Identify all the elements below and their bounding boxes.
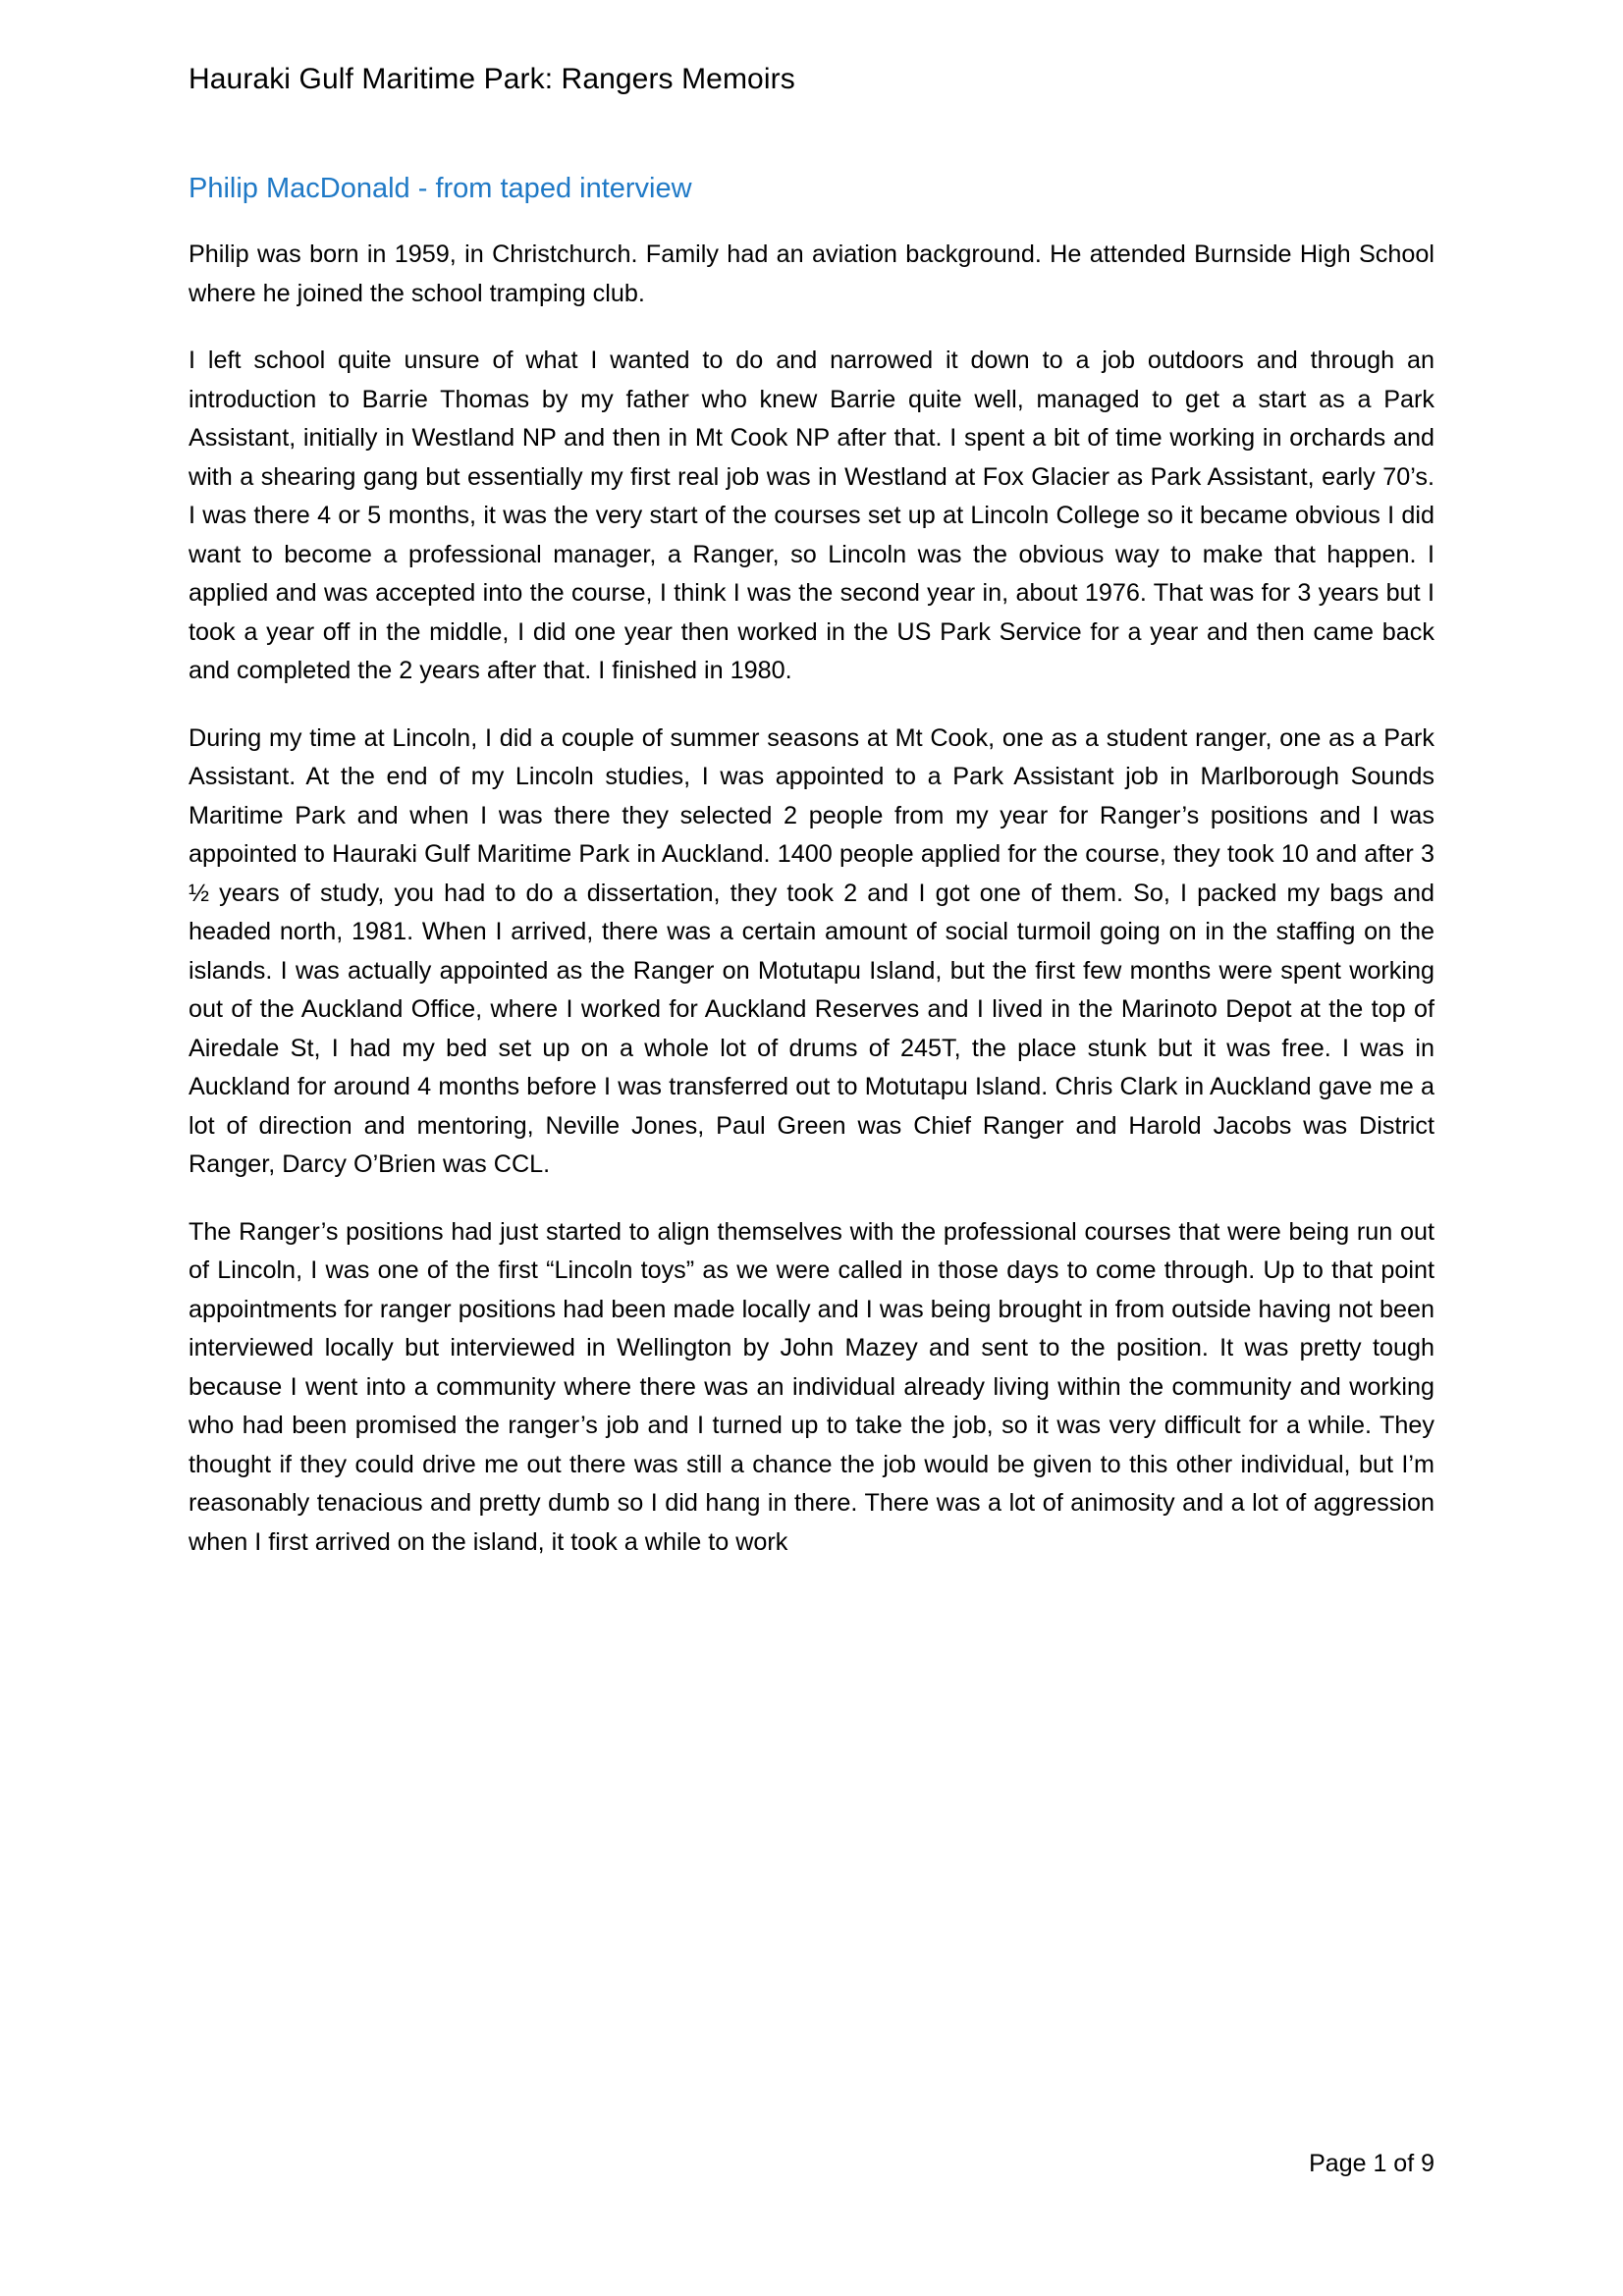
paragraph-3: During my time at Lincoln, I did a couple of summer seasons at Mt Cook, one as a student ranger, one as a Park Assistant. At the end of my Lincoln studies, I was appointed to a Park Assistant job in Marlborough Sounds Maritime Park and when I was there they selected 2 people from my year for Ranger’s positions and I was appointed to Hauraki Gulf Maritime Park in Auckland. 1400 people applied for the course, they took 10 and after 3 ½ years of study, you had to do a dissertation, they took 2 and I got one of them. So, I packed my bags and headed north, 1981. When I arrived, there was a certain amount of social turmoil going on in the staffing on the islands. I was actually appointed as the Ranger on Motutapu Island, but the first few months were spent working out of the Auckland Office, where I worked for Auckland Reserves and I lived in the Marinoto Depot at the top of Airedale St, I had my bed set up on a whole lot of drums of 245T, the place stunk but it was free. I was in Auckland for around 4 months before I was transferred out to Motutapu Island. Chris Clark in Auckland gave me a lot of direction and mentoring, Neville Jones, Paul Green was Chief Ranger and Harold Jacobs was District Ranger, Darcy O’Brien was CCL. [189,723,1434,1179]
page-footer: Page 1 of 9 [1309,2150,1434,2177]
paragraph-2: I left school quite unsure of what I wanted to do and narrowed it down to a job outdoors and through an introduction to Barrie Thomas by my father who knew Barrie quite well, managed to get a start as a Park Assistant, initially in Westland NP and then in Mt Cook NP after that. I spent a bit of time working in orchards and with a shearing gang but essentially my first real job was in Westland at Fox Glacier as Park Assistant, early 70’s. I was there 4 or 5 months, it was the very start of the courses set up at Lincoln College so it became obvious I did want to become a professional manager, a Ranger, so Lincoln was the obvious way to make that happen. I applied and was accepted into the course, I think I was the second year in, about 1976. That was for 3 years but I took a year off in the middle, I did one year then worked in the US Park Service for a year and then came back and completed the 2 years after that. I finished in 1980. [189,347,1434,685]
paragraph-1: Philip was born in 1959, in Christchurch. Family had an aviation background. He attended Burnside High School where he joined the school tramping club. [189,240,1434,307]
paragraph-4: The Ranger’s positions had just started to align themselves with the professional courses that were being run out of Lincoln, I was one of the first “Lincoln toys” as we were called in those days to come through. Up to that point appointments for ranger positions had been made locally and I was being brought in from outside having not been interviewed locally but interviewed in Wellington by John Mazey and sent to the position. It was pretty tough because I went into a community where there was an individual already living within the community and working who had been promised the ranger’s job and I turned up to take the job, so it was very difficult for a while. They thought if they could drive me out there was still a chance the job would be given to this other individual, but I’m reasonably tenacious and pretty dumb so I did hang in there. There was a lot of animosity and a lot of aggression when I first arrived on the island, it took a while to work [189,1217,1434,1556]
page-content [189,0,1434,2296]
document-header-title: Hauraki Gulf Maritime Park: Rangers Memoirs [189,63,795,95]
section-heading: Philip MacDonald - from taped interview [189,172,692,204]
